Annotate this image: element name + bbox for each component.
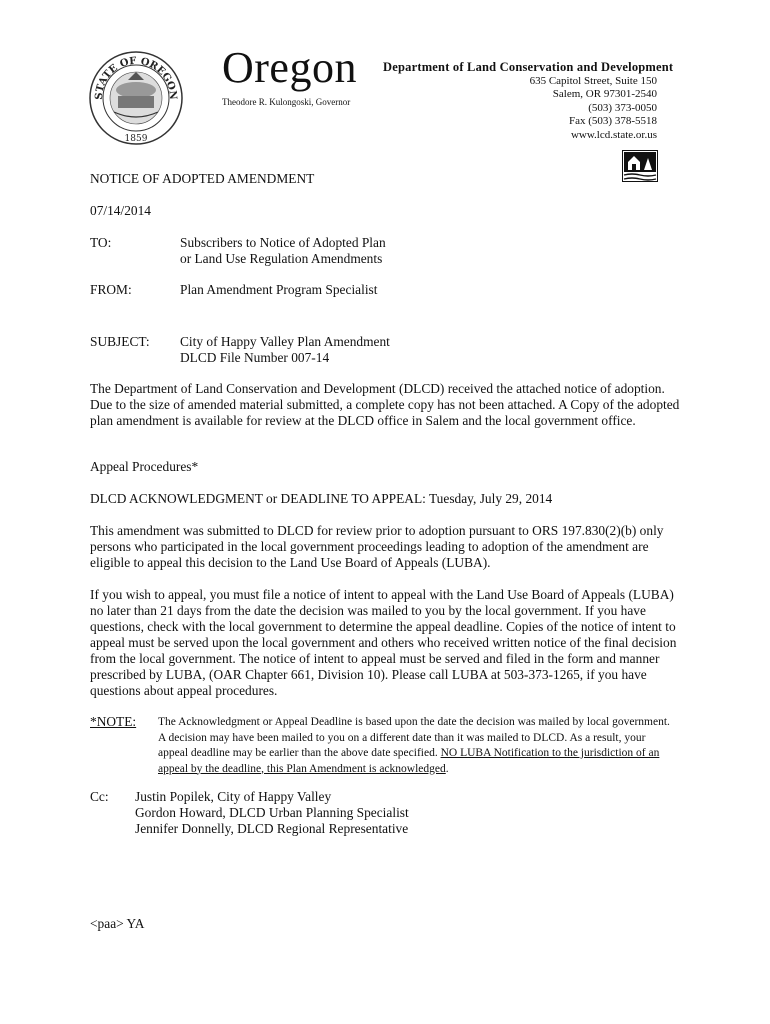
dlcd-logo-icon <box>622 150 658 182</box>
note-underlined: NO LUBA Notification to the jurisdiction of an appeal by the deadline, this Plan Amendment is acknowledged <box>158 747 660 775</box>
governor-line: Theodore R. Kulongoski, Governor <box>222 97 351 107</box>
phone-line: (503) 373-0050 <box>588 101 657 114</box>
subject-line-1: City of Happy Valley Plan Amendment <box>180 334 390 349</box>
note-end: . <box>445 762 449 775</box>
note-label: *NOTE: <box>90 714 137 729</box>
notice-date: 07/14/2014 <box>90 203 152 218</box>
subject-label: SUBJECT: <box>90 334 150 349</box>
note-block <box>158 715 678 777</box>
cc-label: Cc: <box>90 789 109 804</box>
seal-year: 1859 <box>124 134 148 144</box>
oregon-logo-text: Oregon <box>222 43 357 92</box>
appeal-heading: Appeal Procedures* <box>90 459 199 474</box>
address-line: 635 Capitol Street, Suite 150 <box>529 75 657 87</box>
fax-line: Fax (503) 378-5518 <box>569 115 657 128</box>
to-label: TO: <box>90 235 112 250</box>
cc-recipient: Justin Popilek, City of Happy Valley <box>135 789 332 804</box>
cc-recipient: Gordon Howard, DLCD Urban Planning Specialist <box>135 805 409 820</box>
from-label: FROM: <box>90 282 132 297</box>
state-seal-icon <box>88 50 184 146</box>
seal-top-text: STATE OF OREGON <box>93 55 179 101</box>
department-address <box>530 75 657 142</box>
note-text: The Acknowledgment or Appeal Deadline is based upon the date the decision was mailed by local government. A decision may have been mailed to you on a different date than it was mailed to DLCD. As a result, your appeal deadline may be earlier than the above date specified. <box>158 716 670 759</box>
footer-initials: <paa> YA <box>90 916 145 931</box>
appeal-paragraph: If you wish to appeal, you must file a notice of intent to appeal with the Land Use Board of Appeals (LUBA) no later than 21 days from the date the decision was mailed to you by the local government. If you have questions, check with the local government to determine the appeal deadline. Copies of the notice of intent to appeal must be served upon the local government and others who received written notice of the final decision from the local government. The notice of intent to appeal must be served and filed in the form and manner prescribed by LUBA, (OAR Chapter 661, Division 10). Please call LUBA at 503-373-1265, if you have questions about appeal procedures. <box>90 587 677 698</box>
to-line-1: Subscribers to Notice of Adopted Plan <box>180 235 386 250</box>
address-line: Salem, OR 97301-2540 <box>552 88 657 101</box>
deadline-line: DLCD ACKNOWLEDGMENT or DEADLINE TO APPEAL: Tuesday, July 29, 2014 <box>90 491 553 506</box>
eligibility-paragraph: This amendment was submitted to DLCD for review prior to adoption pursuant to ORS 197.830(2)(b) only persons who participated in the local government proceedings leading to adoption of the amendment are eligible to appeal this decision to the Land Use Board of Appeals (LUBA). <box>90 523 664 570</box>
cc-recipient: Jennifer Donnelly, DLCD Regional Representative <box>135 821 409 836</box>
from-value: Plan Amendment Program Specialist <box>180 282 378 297</box>
intro-paragraph: The Department of Land Conservation and Development (DLCD) received the attached notice of adoption. Due to the size of amended material submitted, a complete copy has not been attached. A Copy of the adopted plan amendment is available for review at the DLCD office in Salem and the local government office. <box>90 381 680 428</box>
department-name: Department of Land Conservation and Development <box>383 60 674 74</box>
website-line: www.lcd.state.or.us <box>570 128 657 141</box>
to-line-2: or Land Use Regulation Amendments <box>180 251 383 266</box>
subject-line-2: DLCD File Number 007-14 <box>180 350 330 365</box>
notice-title: NOTICE OF ADOPTED AMENDMENT <box>90 171 315 186</box>
